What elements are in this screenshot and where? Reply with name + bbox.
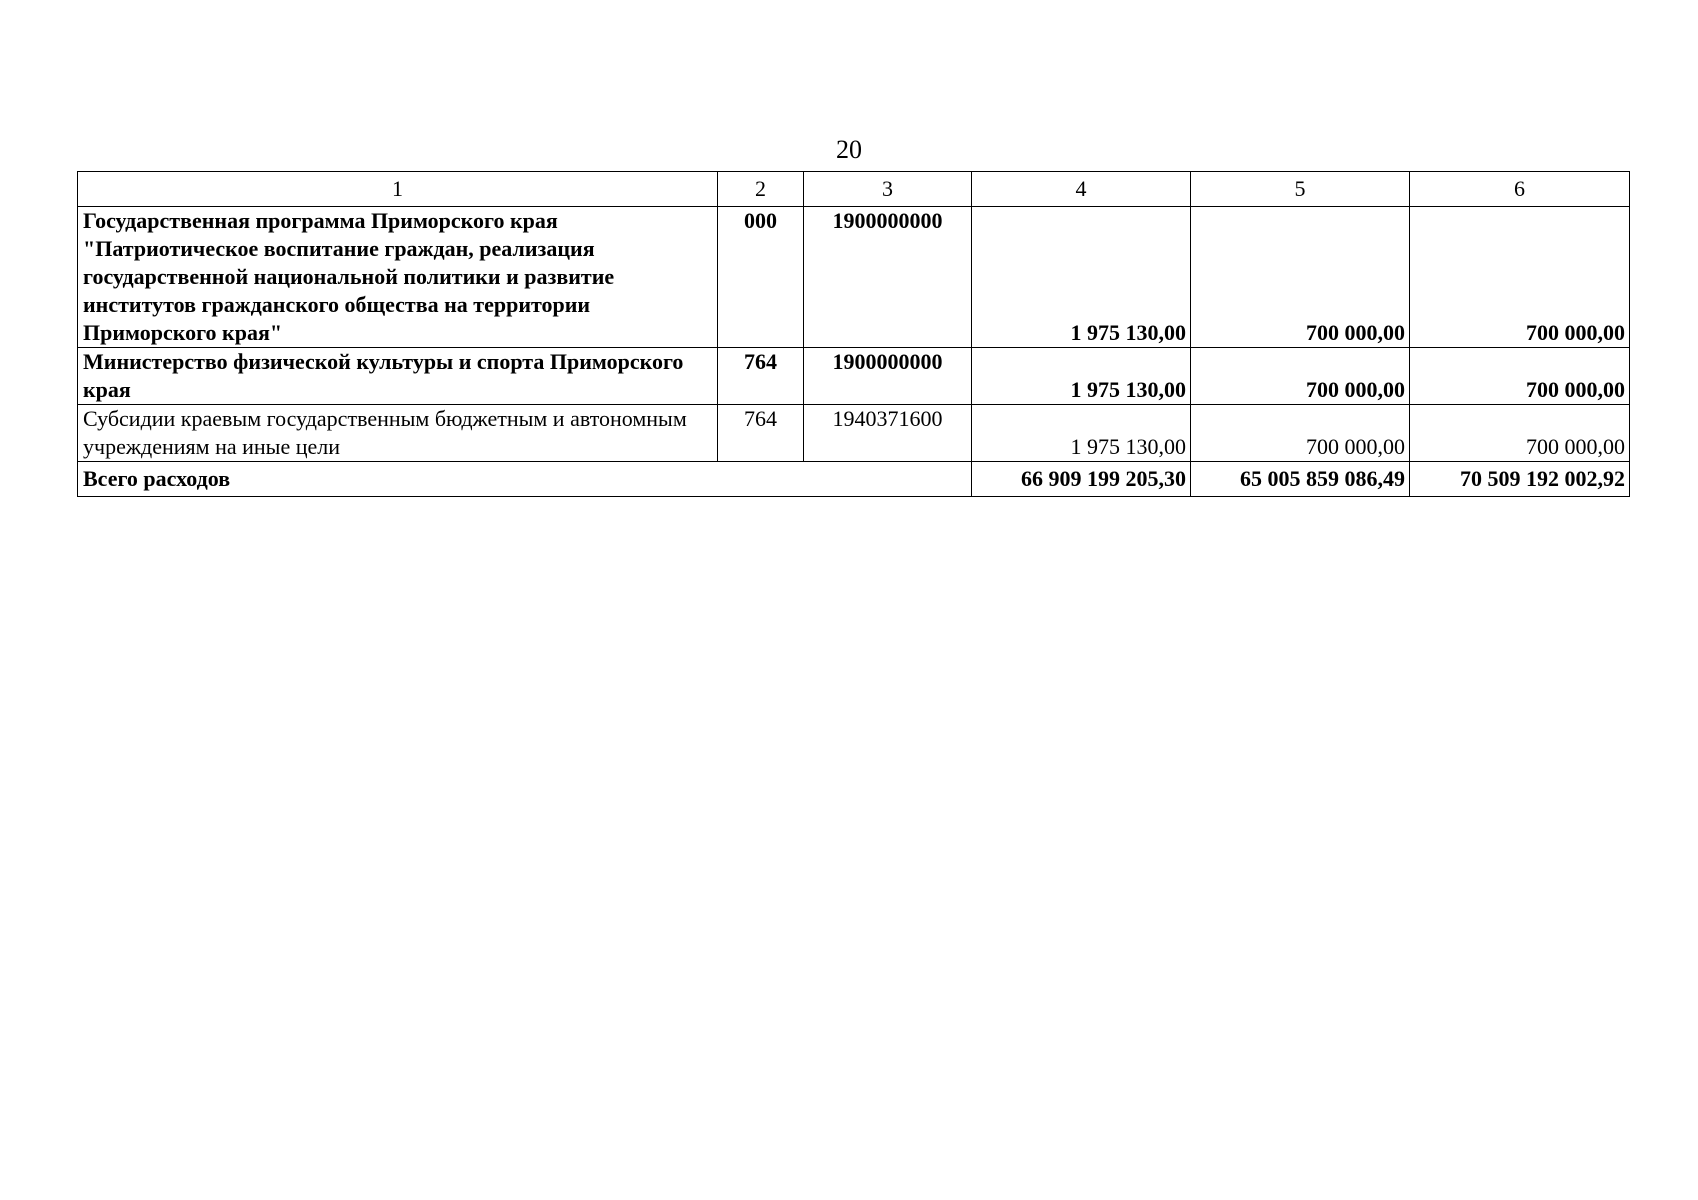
row-value-5: 700 000,00 xyxy=(1191,207,1410,348)
total-value-6: 70 509 192 002,92 xyxy=(1410,462,1630,497)
column-header-3: 3 xyxy=(804,172,972,207)
row-code: 000 xyxy=(718,207,804,348)
total-value-5: 65 005 859 086,49 xyxy=(1191,462,1410,497)
budget-table xyxy=(77,171,1630,497)
table-header-row xyxy=(78,172,1630,207)
column-header-5: 5 xyxy=(1191,172,1410,207)
row-code: 764 xyxy=(718,405,804,462)
total-row xyxy=(78,462,1630,497)
row-value-4: 1 975 130,00 xyxy=(972,348,1191,405)
table-row xyxy=(78,207,1630,348)
table-row xyxy=(78,405,1630,462)
row-value-6: 700 000,00 xyxy=(1410,207,1630,348)
row-name: Государственная программа Приморского края "Патриотическое воспитание граждан, реализация государственной национальной политики и развитие институтов гражданского общества на территории Приморского края" xyxy=(78,207,718,348)
row-article: 1900000000 xyxy=(804,207,972,348)
row-value-5: 700 000,00 xyxy=(1191,405,1410,462)
row-value-5: 700 000,00 xyxy=(1191,348,1410,405)
row-article: 1940371600 xyxy=(804,405,972,462)
total-value-4: 66 909 199 205,30 xyxy=(972,462,1191,497)
column-header-6: 6 xyxy=(1410,172,1630,207)
column-header-1: 1 xyxy=(78,172,718,207)
row-value-6: 700 000,00 xyxy=(1410,348,1630,405)
column-header-4: 4 xyxy=(972,172,1191,207)
row-name: Субсидии краевым государственным бюджетным и автономным учреждениям на иные цели xyxy=(78,405,718,462)
row-value-6: 700 000,00 xyxy=(1410,405,1630,462)
table-row xyxy=(78,348,1630,405)
row-value-4: 1 975 130,00 xyxy=(972,207,1191,348)
row-article: 1900000000 xyxy=(804,348,972,405)
row-value-4: 1 975 130,00 xyxy=(972,405,1191,462)
column-header-2: 2 xyxy=(718,172,804,207)
total-label: Всего расходов xyxy=(78,462,972,497)
page-number: 20 xyxy=(836,135,862,164)
row-name: Министерство физической культуры и спорта Приморского края xyxy=(78,348,718,405)
row-code: 764 xyxy=(718,348,804,405)
